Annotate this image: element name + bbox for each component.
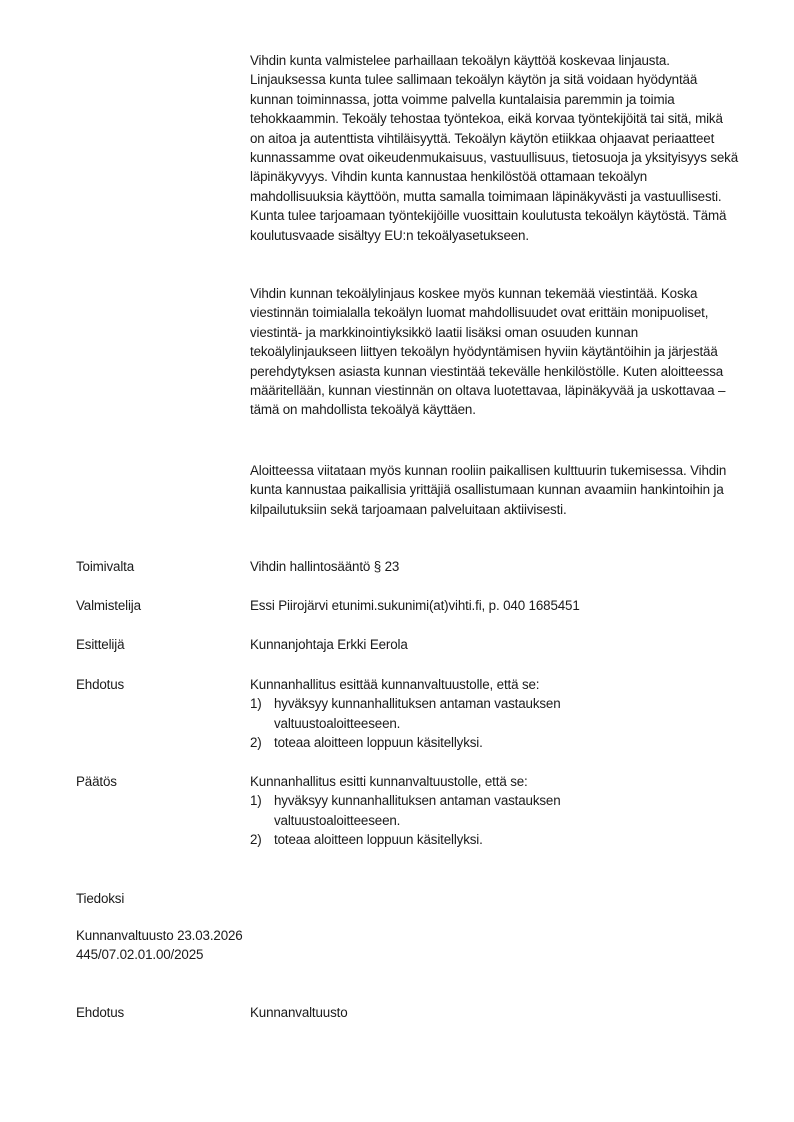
list-item (250, 791, 580, 830)
list-text: toteaa aloitteen loppuun käsitellyksi. (274, 735, 483, 751)
list-item (250, 830, 580, 849)
field-label: Ehdotus (76, 677, 125, 692)
proposal-intro: Kunnanhallitus esittää kunnanvaltuustolle, että se: (250, 677, 540, 692)
field-value (250, 772, 750, 850)
field-value: Kunnanvaltuusto (250, 1005, 348, 1020)
field-label: Ehdotus (76, 1005, 125, 1020)
field-value: Kunnanjohtaja Erkki Eerola (250, 637, 408, 652)
paragraph-communications: Vihdin kunnan tekoälylinjaus koskee myös kunnan tekemää viestintää. Koska viestinnän toimialalla tekoälyn luomat mahdollisuudet ovat erittäin monipuoliset, viestintä- ja markkinointiyksikkö laatii lisäksi oman osuuden kunnan tekoälylinjaukseen liittyen tekoälyn hyödyntämisen hyviin käytäntöihin ja järjestää perehdytyksen asiasta kunnan viestintää tekevälle henkilöstölle. Kuten aloitteessa määritellään, kunnan viestinnän on oltava luotettavaa, läpinäkyvää ja uskottavaa – tämä on mahdollista tekoälyä käyttäen. (250, 286, 726, 418)
field-label: Päätös (76, 774, 117, 789)
decision-intro: Kunnanhallitus esitti kunnanvaltuustolle, että se: (250, 774, 528, 789)
list-number: 1) (250, 793, 262, 809)
paragraph-local-culture: Aloitteessa viitataan myös kunnan rooliin paikallisen kulttuurin tukemisessa. Vihdin kunta kannustaa paikallisia yrittäjiä osallistumaan kunnan avaamiin hankintoihin ja kilpailutuksiin sekä tarjoamaan palveluitaan aktiivisesti. (250, 463, 727, 517)
list-number: 2) (250, 735, 262, 751)
decision-list (250, 791, 580, 849)
paragraph-ai-policy: Vihdin kunta valmistelee parhaillaan tekoälyn käyttöä koskevaa linjausta. Linjauksessa kunta tulee sallimaan tekoälyn käytön ja sitä voidaan hyödyntää kunnan toiminnassa, jotta voimme palvella kuntalaisia paremmin ja toimia tehokkaammin. Tekoäly tehostaa työntekoa, eikä korvaa työntekijöitä tai sitä, mikä on aitoa ja autenttista vihtiläisyyttä. Tekoälyn käytön etiikkaa ohjaavat periaatteet kunnassamme ovat oikeudenmukaisuus, vastuullisuus, tietosuoja ja yksityisyys sekä läpinäkyvyys. Vihdin kunta kannustaa henkilöstöä ottamaan tekoälyn mahdollisuuksia käyttöön, mutta samalla toimimaan läpinäkyvästi ja vastuullisesti. Kunta tulee tarjoamaan työntekijöille vuosittain koulutusta tekoälyn käytöstä. Tämä koulutusvaade sisältyy EU:n tekoälyasetukseen. (250, 53, 739, 243)
list-item (250, 733, 580, 752)
list-text: hyväksyy kunnanhallituksen antaman vastauksen valtuustoaloitteeseen. (274, 696, 561, 731)
field-value: Vihdin hallintosääntö § 23 (250, 559, 400, 574)
list-number: 1) (250, 696, 262, 712)
field-label: Esittelijä (76, 637, 125, 652)
list-item (250, 694, 580, 733)
list-number: 2) (250, 832, 262, 848)
field-label: Toimivalta (76, 559, 135, 574)
field-value: Essi Piirojärvi etunimi.sukunimi(at)vihti.fi, p. 040 1685451 (250, 598, 580, 613)
meeting-title: Kunnanvaltuusto 23.03.2026 (76, 928, 243, 943)
record-number: 445/07.02.01.00/2025 (76, 947, 204, 962)
field-label: Valmistelija (76, 598, 141, 613)
list-text: toteaa aloitteen loppuun käsitellyksi. (274, 832, 483, 848)
proposal-list (250, 694, 580, 752)
field-value (250, 675, 750, 753)
tiedoksi-heading: Tiedoksi (76, 891, 125, 906)
list-text: hyväksyy kunnanhallituksen antaman vastauksen valtuustoaloitteeseen. (274, 793, 561, 828)
